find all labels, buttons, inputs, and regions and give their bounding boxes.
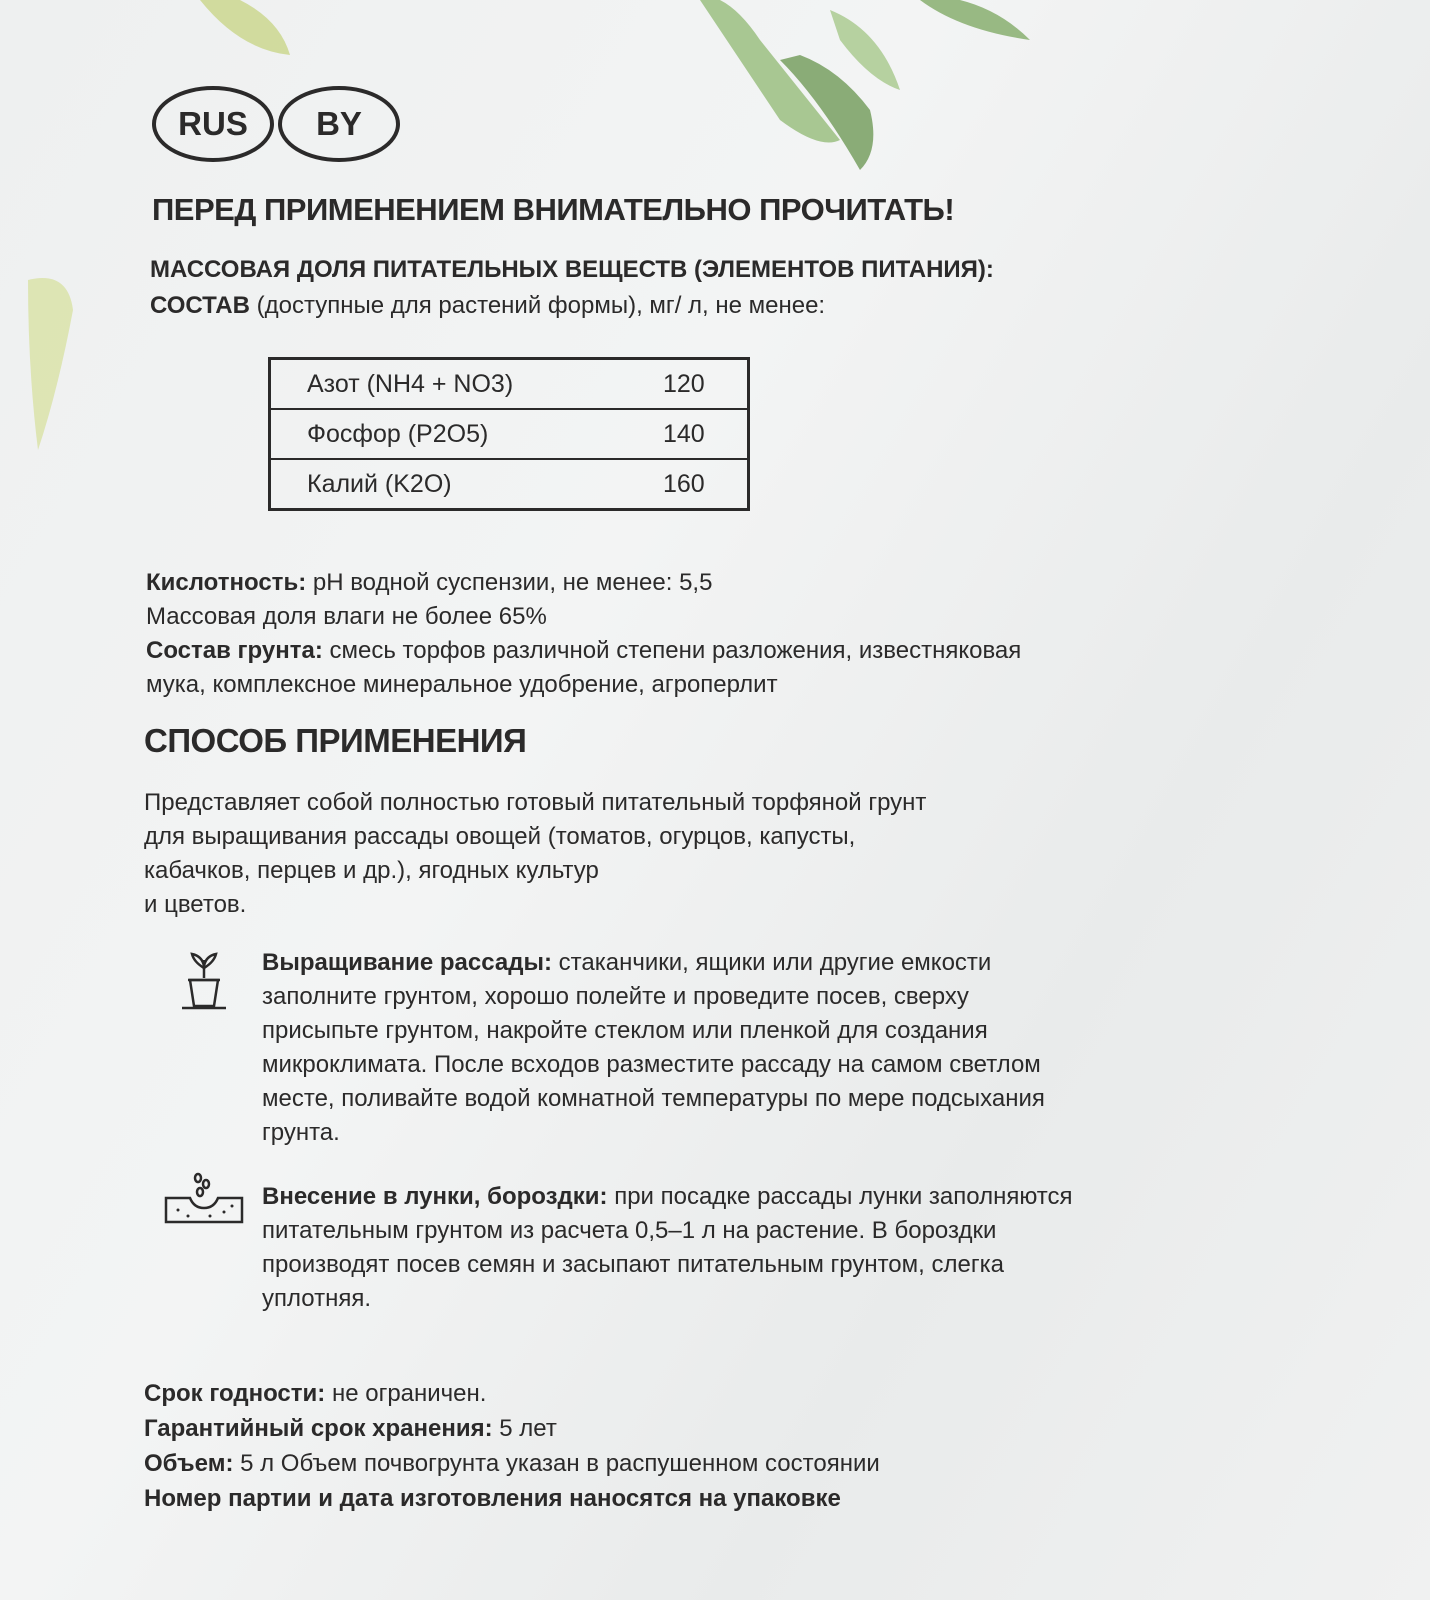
acidity-text: pH водной суспензии, не менее: 5,5	[306, 569, 713, 596]
moisture-line: Массовая доля влаги не более 65%	[146, 603, 547, 630]
seedlings-instructions	[262, 946, 1092, 1150]
nutrient-value: 160	[627, 459, 749, 510]
volume-label: Объем:	[144, 1450, 234, 1477]
storage-line	[144, 1415, 557, 1443]
badge-rus: RUS	[152, 86, 274, 162]
badge-by: BY	[278, 86, 400, 162]
acidity-label: Кислотность:	[146, 569, 307, 596]
composition-label: СОСТАВ	[150, 292, 250, 319]
table-row	[270, 459, 749, 510]
table-row	[270, 359, 749, 410]
volume-text: 5 л Объем почвогрунта указан в распушенном состоянии	[233, 1450, 880, 1477]
batch-line	[144, 1485, 841, 1513]
table-row	[270, 409, 749, 459]
nutrient-name: Фосфор (P2O5)	[270, 409, 628, 459]
potted-plant-icon	[178, 950, 230, 1010]
storage-label: Гарантийный срок хранения:	[144, 1415, 493, 1442]
composition-text: (доступные для растений формы), мг/ л, не менее:	[249, 292, 826, 319]
shelf-life-text: не ограничен.	[325, 1380, 487, 1407]
shelf-life-label: Срок годности:	[144, 1380, 326, 1407]
soil-label: Состав грунта:	[146, 637, 323, 664]
usage-title: СПОСОБ ПРИМЕНЕНИЯ	[144, 722, 527, 759]
volume-line	[144, 1450, 880, 1478]
soil-composition	[146, 634, 1086, 702]
holes-text: при посадке рассады лунки заполняются питательным грунтом из расчета 0,5–1 л на растение. В бороздки производят посев семян и засыпают питательным грунтом, слегка уплотняя.	[262, 1183, 1073, 1312]
batch-text: Номер партии и дата изготовления наносятся на упаковке	[144, 1485, 841, 1512]
holes-label: Внесение в лунки, бороздки:	[262, 1183, 608, 1210]
storage-text: 5 лет	[492, 1415, 557, 1442]
nutrient-value: 120	[627, 359, 749, 410]
properties-block	[146, 566, 1086, 702]
shelf-life-line	[144, 1380, 486, 1408]
nutrient-name: Азот (NH4 + NO3)	[270, 359, 628, 410]
seedlings-label: Выращивание рассады:	[262, 949, 552, 976]
composition-line	[150, 292, 825, 320]
soil-text: смесь торфов различной степени разложения, известняковая мука, комплексное минеральное удобрение, агроперлит	[146, 637, 1022, 698]
usage-intro-text: Представляет собой полностью готовый питательный торфяной грунт для выращивания рассады овощей (томатов, огурцов, капусты, кабачков, перцев и др.), ягодных культур	[144, 789, 927, 884]
usage-intro	[144, 786, 1094, 922]
country-badges	[152, 86, 400, 162]
acidity-line	[146, 566, 1086, 600]
usage-intro-tail: и цветов.	[144, 891, 247, 918]
warning-heading: ПЕРЕД ПРИМЕНЕНИЕМ ВНИМАТЕЛЬНО ПРОЧИТАТЬ!	[152, 192, 955, 227]
holes-instructions	[262, 1180, 1092, 1316]
mass-fraction-title: МАССОВАЯ ДОЛЯ ПИТАТЕЛЬНЫХ ВЕЩЕСТВ (ЭЛЕМЕНТОВ ПИТАНИЯ):	[150, 256, 994, 283]
nutrient-name: Калий (K2O)	[270, 459, 628, 510]
nutrients-table	[268, 357, 750, 511]
leaf-edge-decoration	[28, 270, 78, 470]
seeds-in-soil-icon	[164, 1170, 244, 1226]
seedlings-text: стаканчики, ящики или другие емкости заполните грунтом, хорошо полейте и проведите посев, сверху присыпьте грунтом, накройте стеклом или пленкой для создания микроклимата. После всходов разместите рассаду на самом светлом месте, поливайте водой комнатной температуры по мере подсыхания грунта.	[262, 949, 1045, 1146]
nutrient-value: 140	[627, 409, 749, 459]
